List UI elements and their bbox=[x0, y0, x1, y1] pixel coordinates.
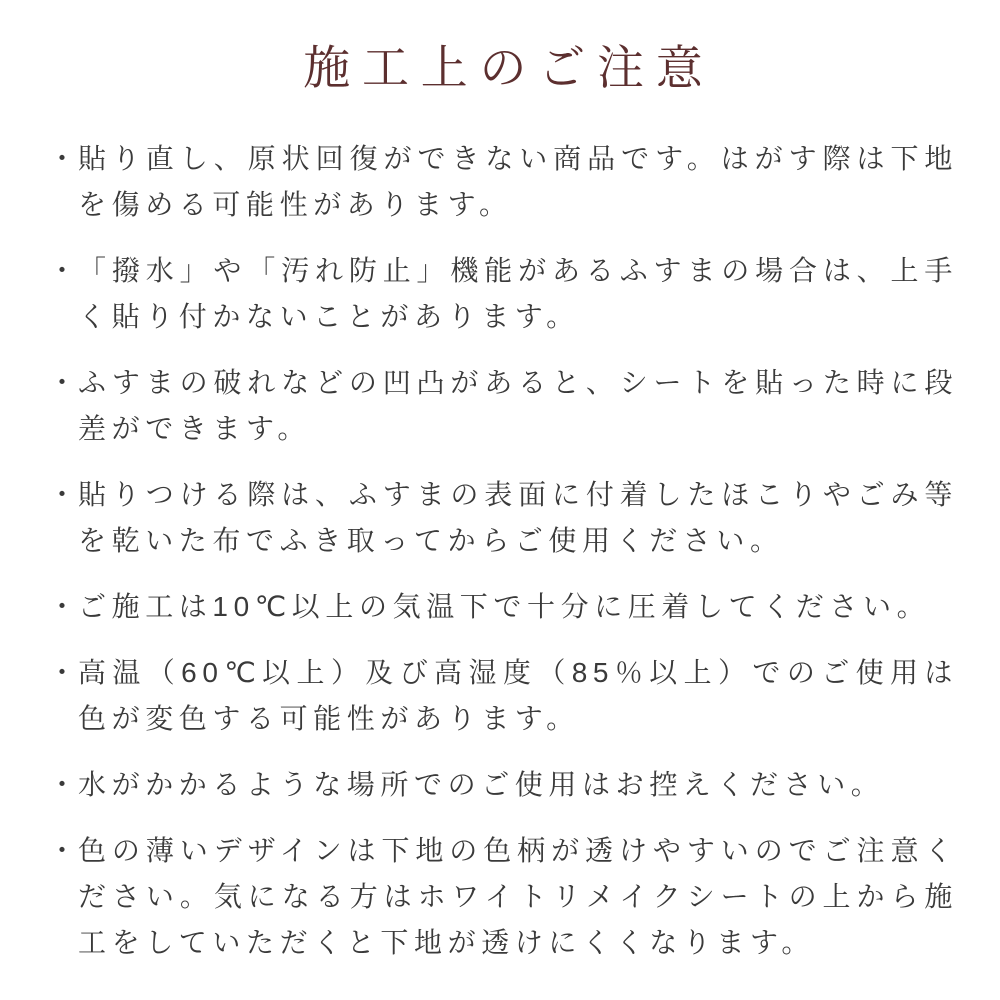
notice-item bbox=[48, 472, 958, 564]
notice-item bbox=[48, 136, 958, 228]
notice-text: 水がかかるような場所でのご使用はお控えください。 bbox=[78, 768, 885, 800]
bullet-marker: ・ bbox=[48, 254, 77, 286]
notice-text: 貼り直し、原状回復ができない商品です。はがす際は下地を傷める可能性があります。 bbox=[78, 142, 958, 220]
notice-text: 色の薄いデザインは下地の色柄が透けやすいのでご注意ください。気になる方はホワイトリメイクシートの上から施工をしていただくと下地が透けにくくなります。 bbox=[78, 834, 958, 958]
page-title: 施工上のご注意 bbox=[303, 41, 715, 94]
notice-item bbox=[48, 584, 958, 630]
bullet-marker: ・ bbox=[48, 478, 77, 510]
notice-item bbox=[48, 360, 958, 452]
notice-item bbox=[48, 762, 958, 808]
bullet-marker: ・ bbox=[48, 834, 77, 866]
notice-text: 貼りつける際は、ふすまの表面に付着したほこりやごみ等を乾いた布でふき取ってからご使用ください。 bbox=[78, 478, 958, 556]
notice-item bbox=[48, 828, 958, 966]
notice-text: ふすまの破れなどの凹凸があると、シートを貼った時に段差ができます。 bbox=[78, 366, 958, 444]
bullet-marker: ・ bbox=[48, 142, 77, 174]
notice-list bbox=[48, 136, 958, 966]
notice-item bbox=[48, 650, 958, 742]
notice-text: 「撥水」や「汚れ防止」機能があるふすまの場合は、上手く貼り付かないことがあります。 bbox=[78, 254, 958, 332]
notice-text: 高温（60℃以上）及び高湿度（85％以上）でのご使用は色が変色する可能性があります。 bbox=[78, 656, 958, 734]
bullet-marker: ・ bbox=[48, 656, 77, 688]
notice-item bbox=[48, 248, 958, 340]
notice-text: ご施工は10℃以上の気温下で十分に圧着してください。 bbox=[78, 590, 931, 622]
bullet-marker: ・ bbox=[48, 768, 77, 800]
bullet-marker: ・ bbox=[48, 590, 77, 622]
bullet-marker: ・ bbox=[48, 366, 77, 398]
